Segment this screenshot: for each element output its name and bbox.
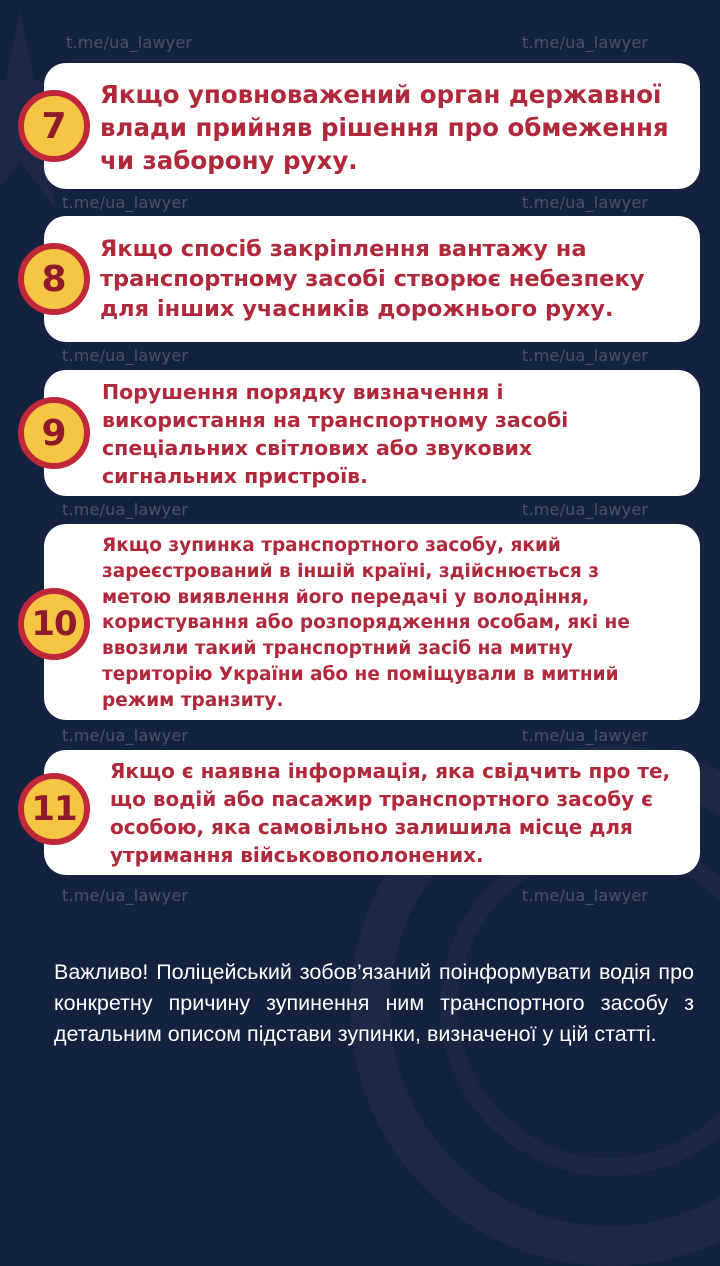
watermark: t.me/ua_lawyer: [62, 193, 189, 212]
reason-text-11: Якщо є наявна інформація, яка свідчить про те, що водій або пасажир транспортного засобу є особою, яка самовільно залишила місце для утримання військовополонених.: [110, 759, 671, 867]
number-badge-7: 7: [18, 90, 90, 162]
watermark: t.me/ua_lawyer: [522, 500, 649, 519]
reason-text-10: Якщо зупинка транспортного засобу, який зареєстрований в іншій країні, здійснюється з метою виявлення його передачі у володіння, користування або розпорядження особам, які не ввозили такий транспортний засіб на митну територію України або не поміщували в митний режим транзиту.: [102, 535, 630, 711]
number-badge-10: 10: [18, 588, 90, 660]
number-badge-8: 8: [18, 243, 90, 315]
watermark: t.me/ua_lawyer: [522, 33, 649, 52]
important-note: Важливо! Поліцейський зобов’язаний поінформувати водія про конкретну причину зупинення ним транспортного засобу з детальним описом підстави зупинки, визначеної у цій статті.: [54, 960, 694, 1046]
watermark: t.me/ua_lawyer: [522, 726, 649, 745]
reason-text-8: Якщо спосіб закріплення вантажу на транспортному засобі створює небезпеку для інших учасників дорожнього руху.: [100, 236, 645, 322]
watermark: t.me/ua_lawyer: [522, 346, 649, 365]
number-badge-11: 11: [18, 773, 90, 845]
watermark: t.me/ua_lawyer: [66, 33, 193, 52]
watermark: t.me/ua_lawyer: [62, 886, 189, 905]
reason-text-7: Якщо уповноважений орган державної влади прийняв рішення про обмеження чи заборону руху.: [100, 80, 669, 175]
reason-text-9: Порушення порядку визначення і використання на транспортному засобі спеціальних світлових або звукових сигнальних пристроїв.: [102, 380, 569, 488]
watermark: t.me/ua_lawyer: [62, 726, 189, 745]
number-badge-9: 9: [18, 397, 90, 469]
watermark: t.me/ua_lawyer: [62, 500, 189, 519]
watermark: t.me/ua_lawyer: [62, 346, 189, 365]
watermark: t.me/ua_lawyer: [522, 193, 649, 212]
watermark: t.me/ua_lawyer: [522, 886, 649, 905]
